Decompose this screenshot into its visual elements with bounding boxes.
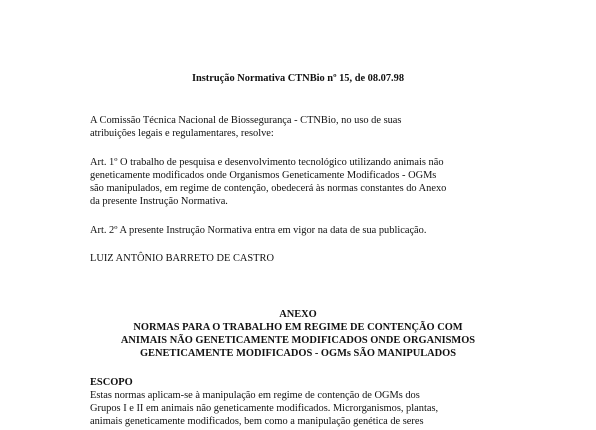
annex-heading-line-3: GENETICAMENTE MODIFICADOS - OGMs SÃO MANIPULADOS bbox=[139, 348, 457, 359]
article-1-line-2: geneticamente modificados onde Organismos Geneticamente Modificados - OGMs bbox=[90, 170, 437, 181]
article-1-line-4: da presente Instrução Normativa. bbox=[90, 196, 228, 207]
article-2: Art. 2º A presente Instrução Normativa entra em vigor na data de sua publicação. bbox=[90, 225, 427, 236]
annex-heading-line-2: ANIMAIS NÃO GENETICAMENTE MODIFICADOS ONDE ORGANISMOS bbox=[120, 335, 476, 346]
scope-line-3: animais geneticamente modificados, bem como a manipulação genética de seres bbox=[90, 416, 424, 427]
document-title: Instrução Normativa CTNBio nº 15, de 08.07.98 bbox=[191, 73, 405, 84]
intro-line-1: A Comissão Técnica Nacional de Biossegurança - CTNBio, no uso de suas bbox=[90, 115, 402, 126]
annex-label: ANEXO bbox=[279, 309, 317, 320]
scope-line-2: Grupos I e II em animais não geneticamente modificados. Microrganismos, plantas, bbox=[90, 403, 439, 414]
scope-line-1: Estas normas aplicam-se à manipulação em regime de contenção de OGMs dos bbox=[90, 390, 420, 401]
article-1-line-1: Art. 1º O trabalho de pesquisa e desenvolvimento tecnológico utilizando animais não bbox=[90, 157, 444, 168]
signature-name: LUIZ ANTÔNIO BARRETO DE CASTRO bbox=[90, 253, 274, 264]
scope-heading: ESCOPO bbox=[90, 377, 133, 388]
intro-line-2: atribuições legais e regulamentares, resolve: bbox=[90, 128, 274, 139]
article-1-line-3: são manipulados, em regime de contenção, obedecerá às normas constantes do Anexo bbox=[90, 183, 447, 194]
annex-heading-line-1: NORMAS PARA O TRABALHO EM REGIME DE CONTENÇÃO COM bbox=[133, 322, 463, 333]
